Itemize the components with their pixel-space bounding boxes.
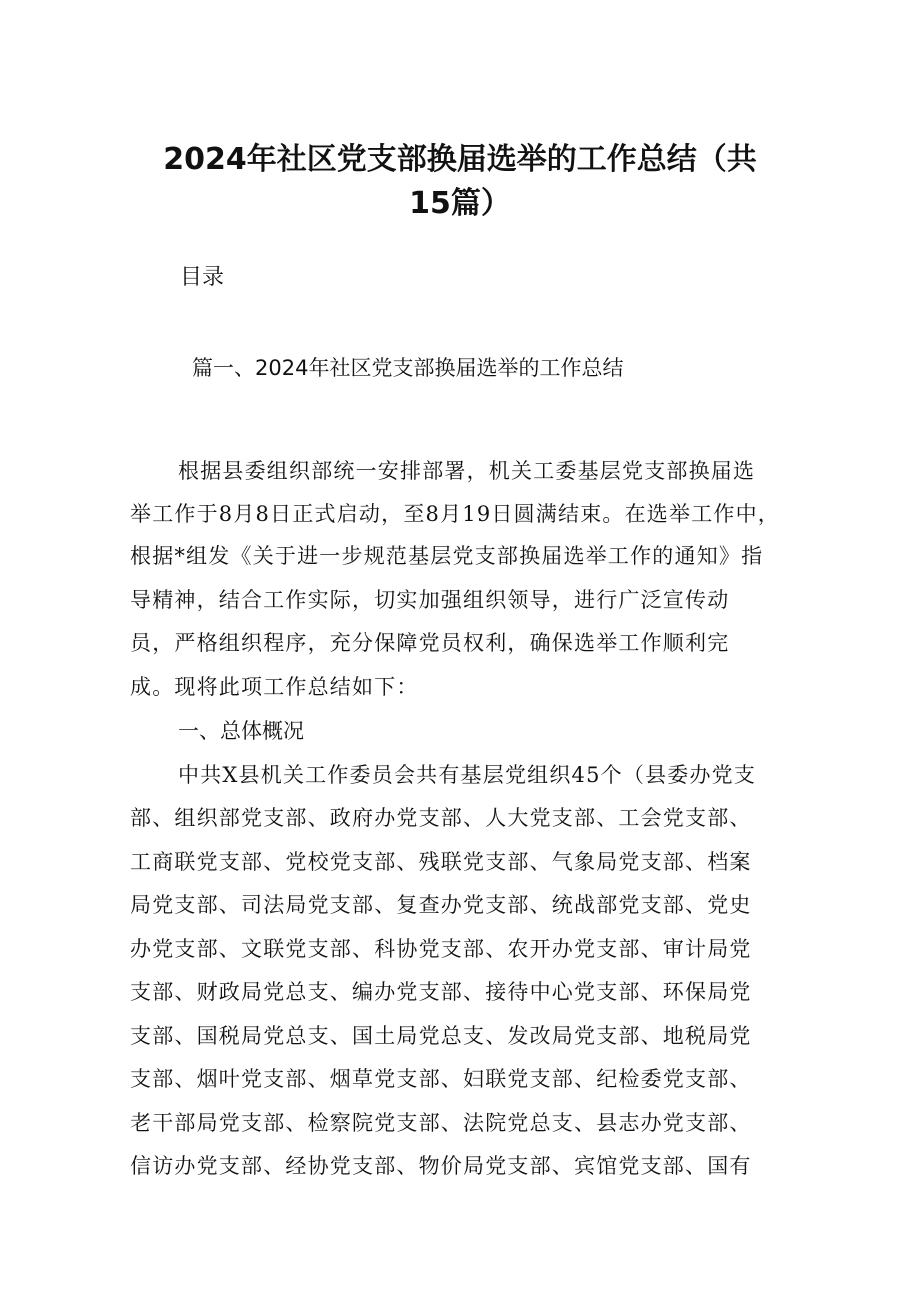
intro-line: 举工作于8月8日正式启动，至8月19日圆满结束。在选举工作中， [130,502,781,526]
toc-item[interactable]: 篇一、2024年社区党支部换届选举的工作总结 [192,356,624,380]
section-heading: 一、总体概况 [178,719,304,743]
intro-line: 导精神，结合工作实际，切实加强组织领导，进行广泛宣传动 [130,588,730,612]
section-line: 办党支部、文联党支部、科协党支部、农开办党支部、审计局党 [130,937,752,961]
intro-line: 根据县委组织部统一安排部署，机关工委基层党支部换届选 [178,459,756,483]
section-line: 信访办党支部、经协党支部、物价局党支部、宾馆党支部、国有 [130,1154,752,1178]
section-line: 支部、国税局党总支、国土局党总支、发改局党支部、地税局党 [130,1024,752,1048]
intro-line: 根据*组发《关于进一步规范基层党支部换届选举工作的通知》指 [130,544,764,568]
toc-heading: 目录 [180,265,225,290]
section-line: 支部、财政局党总支、编办党支部、接待中心党支部、环保局党 [130,980,752,1004]
intro-line: 成。现将此项工作总结如下： [130,675,419,699]
section-line: 中共X县机关工作委员会共有基层党组织45个（县委办党支 [178,763,757,787]
section-line: 老干部局党支部、检察院党支部、法院党总支、县志办党支部、 [130,1111,752,1135]
section-line: 部、组织部党支部、政府办党支部、人大党支部、工会党支部、 [130,806,752,830]
section-line: 工商联党支部、党校党支部、残联党支部、气象局党支部、档案 [130,850,752,874]
section-line: 局党支部、司法局党支部、复查办党支部、统战部党支部、党史 [130,893,752,917]
document-title-line-1: 2024年社区党支部换届选举的工作总结（共 [163,142,757,177]
document-title-line-2: 15篇） [409,186,511,221]
section-line: 支部、烟叶党支部、烟草党支部、妇联党支部、纪检委党支部、 [130,1067,752,1091]
intro-line: 员，严格组织程序，充分保障党员权利，确保选举工作顺利完 [130,631,730,655]
